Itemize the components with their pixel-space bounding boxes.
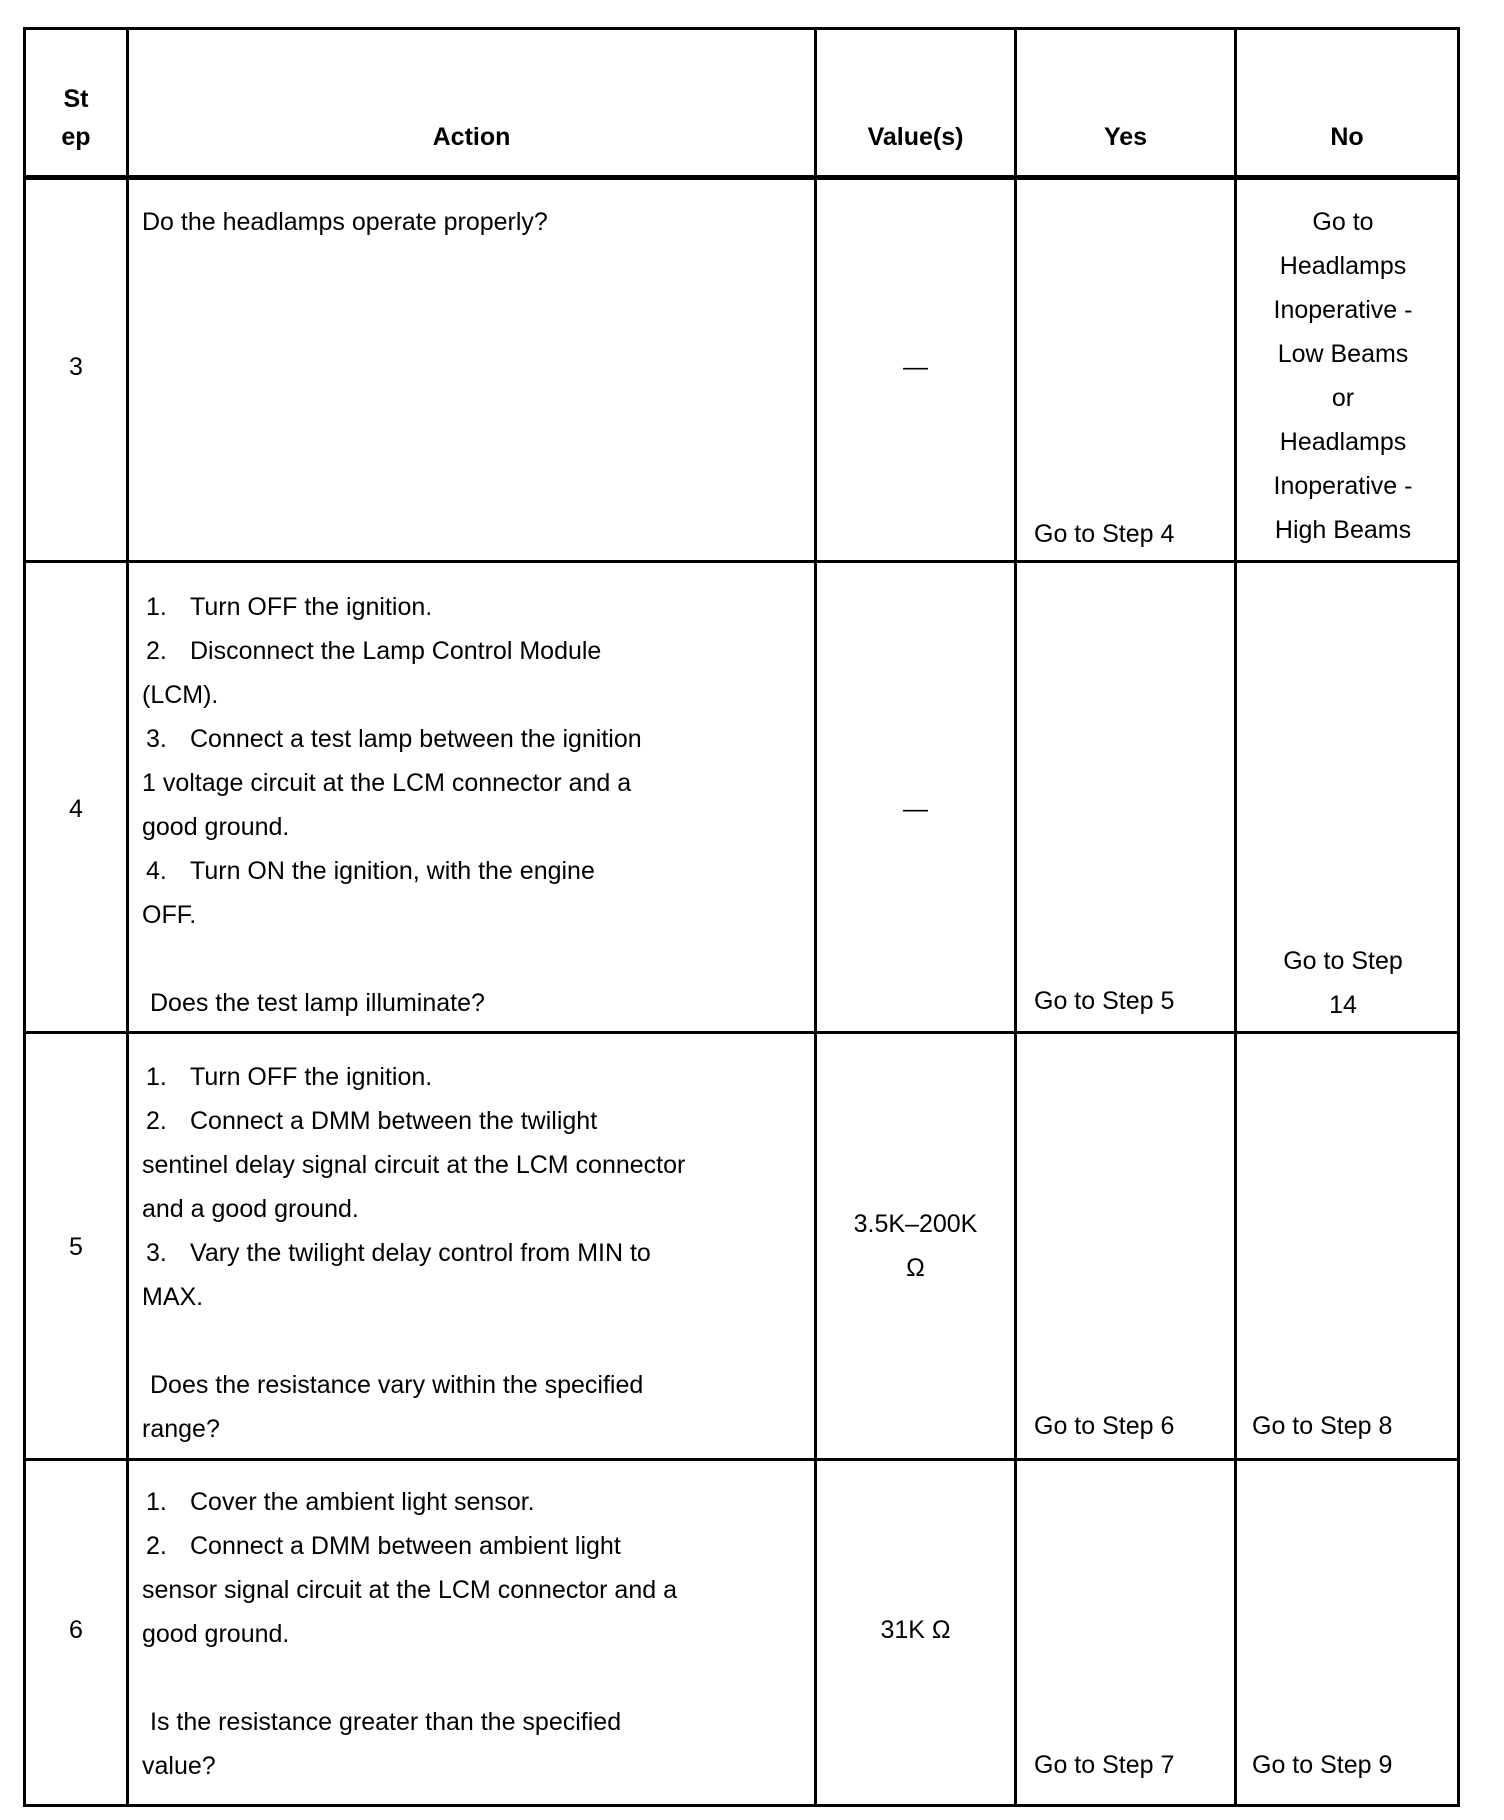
step-number: 4 (69, 795, 83, 823)
diagnostic-table (23, 27, 1460, 1807)
spacer (142, 1319, 802, 1363)
yes-link: Go to Step 4 (1034, 520, 1175, 548)
item-continuation: (LCM). (142, 681, 219, 709)
item-number: 1. (146, 1063, 167, 1091)
item-continuation: MAX. (142, 1283, 204, 1311)
yes-link: Go to Step 7 (1034, 1751, 1175, 1779)
no-line: Inoperative - (1273, 472, 1413, 500)
step-number: 3 (69, 353, 83, 381)
item-continuation: good ground. (142, 813, 290, 841)
action-item (142, 1099, 802, 1143)
row-divider (26, 1031, 1457, 1034)
no-line: Headlamps (1279, 428, 1407, 456)
no-link: Go to Step 9 (1252, 1751, 1393, 1779)
value-text: — (903, 353, 928, 381)
item-number: 2. (146, 637, 167, 665)
item-continuation: good ground. (142, 1620, 290, 1648)
action-item (142, 629, 802, 673)
item-text: Turn OFF the ignition. (190, 1063, 433, 1091)
header-yes: Yes (1103, 123, 1148, 151)
column-divider (814, 30, 817, 1804)
no-line: Go to (1312, 208, 1374, 236)
item-text: Connect a DMM between ambient light (190, 1532, 621, 1560)
action-question: value? (142, 1752, 216, 1780)
value-text: 31K Ω (880, 1616, 951, 1644)
no-line: Go to Step (1283, 947, 1403, 975)
item-text: Connect a test lamp between the ignition (190, 725, 642, 753)
header-no: No (1330, 123, 1364, 151)
action-question: range? (142, 1415, 220, 1443)
item-text: Disconnect the Lamp Control Module (190, 637, 602, 665)
row-divider (26, 1458, 1457, 1461)
no-line: 14 (1329, 991, 1357, 1019)
action-item (142, 1055, 802, 1099)
no-line: Headlamps (1279, 252, 1407, 280)
action-item (142, 1231, 802, 1275)
no-link (1237, 200, 1449, 552)
yes-link: Go to Step 6 (1034, 1412, 1175, 1440)
action-item (142, 1524, 802, 1568)
item-text: Vary the twilight delay control from MIN to (190, 1239, 651, 1267)
spacer (142, 937, 802, 981)
item-number: 2. (146, 1532, 167, 1560)
item-text: Turn ON the ignition, with the engine (190, 857, 595, 885)
header-step-line: St (63, 85, 89, 113)
item-number: 4. (146, 857, 167, 885)
item-number: 1. (146, 593, 167, 621)
header-values: Value(s) (867, 123, 964, 151)
header-step (26, 80, 126, 156)
spacer (142, 1656, 802, 1700)
header-divider (26, 175, 1457, 180)
item-number: 3. (146, 725, 167, 753)
item-number: 3. (146, 1239, 167, 1267)
action-question: Does the resistance vary within the specified (150, 1371, 644, 1399)
action-text: Do the headlamps operate properly? (142, 208, 548, 236)
value-text: — (903, 795, 928, 823)
action-steps (142, 1480, 802, 1788)
step-number: 6 (69, 1616, 83, 1644)
action-question: Is the resistance greater than the specified (150, 1708, 622, 1736)
action-question: Does the test lamp illuminate? (150, 989, 485, 1017)
action-steps (142, 1055, 802, 1451)
yes-link: Go to Step 5 (1034, 987, 1175, 1015)
item-continuation: and a good ground. (142, 1195, 359, 1223)
item-text: Connect a DMM between the twilight (190, 1107, 598, 1135)
action-steps (142, 585, 802, 1025)
no-link (1237, 939, 1449, 1027)
value-line: 3.5K–200K (853, 1210, 978, 1238)
header-step-line: ep (61, 123, 91, 151)
item-continuation: sensor signal circuit at the LCM connector and a (142, 1576, 677, 1604)
no-line: High Beams (1274, 516, 1412, 544)
item-text: Cover the ambient light sensor. (190, 1488, 535, 1516)
item-text: Turn OFF the ignition. (190, 593, 433, 621)
no-line: Inoperative - (1273, 296, 1413, 324)
header-action: Action (432, 123, 511, 151)
action-item (142, 1480, 802, 1524)
action-item (142, 849, 802, 893)
column-divider (126, 30, 129, 1804)
step-number: 5 (69, 1233, 83, 1261)
value-line: Ω (906, 1254, 925, 1282)
action-item (142, 585, 802, 629)
no-line: or (1331, 384, 1355, 412)
item-number: 2. (146, 1107, 167, 1135)
item-continuation: sentinel delay signal circuit at the LCM connector (142, 1151, 686, 1179)
item-continuation: 1 voltage circuit at the LCM connector and a (142, 769, 632, 797)
item-number: 1. (146, 1488, 167, 1516)
no-link: Go to Step 8 (1252, 1412, 1393, 1440)
value-text (817, 1202, 1014, 1290)
column-divider (1014, 30, 1017, 1804)
no-line: Low Beams (1277, 340, 1409, 368)
action-item (142, 717, 802, 761)
item-continuation: OFF. (142, 901, 197, 929)
row-divider (26, 560, 1457, 563)
